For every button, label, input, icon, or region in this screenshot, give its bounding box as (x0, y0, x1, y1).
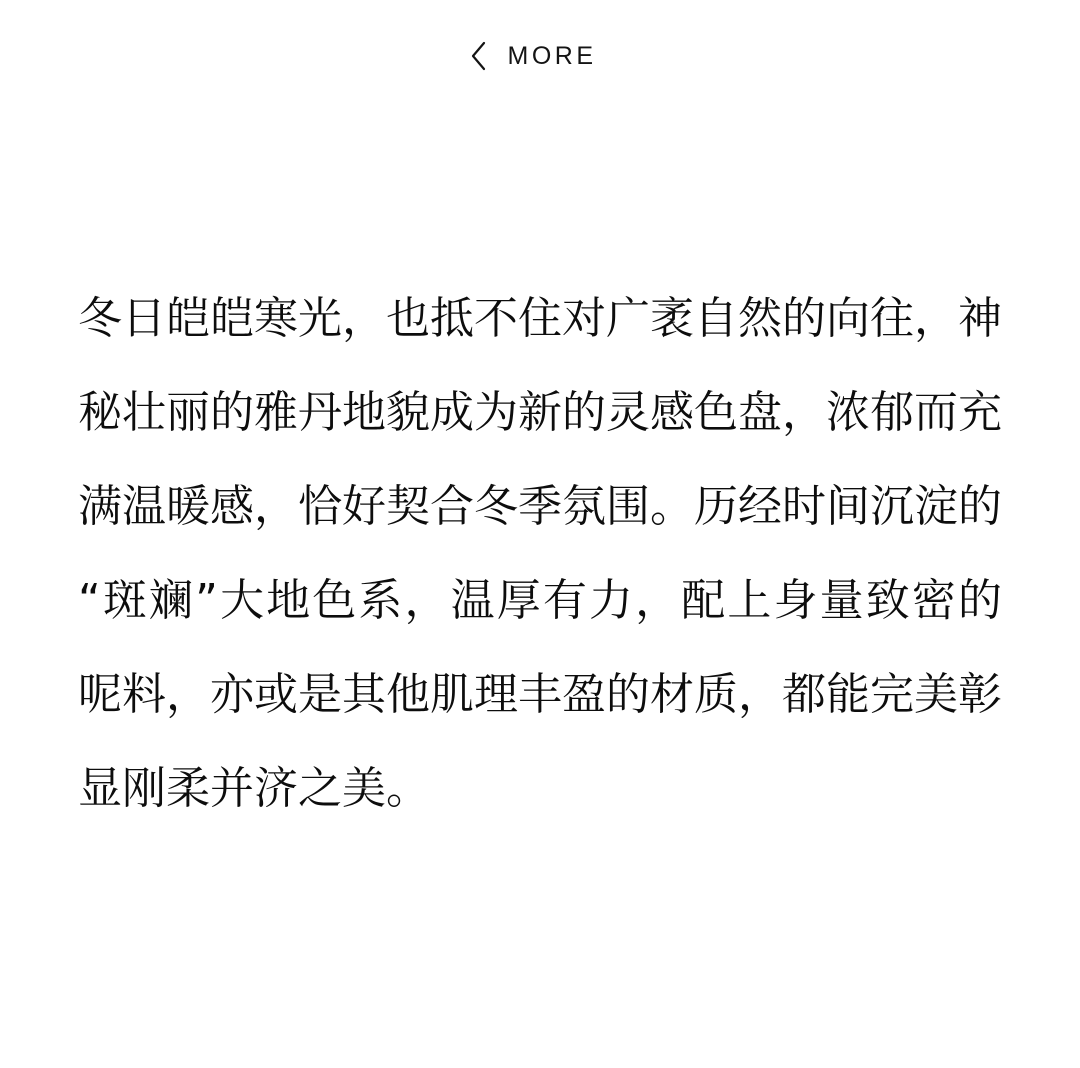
page-header (0, 0, 1080, 112)
article-content (0, 112, 1080, 836)
header-inner (468, 39, 597, 73)
article-paragraph: 冬日皑皑寒光，也抵不住对广袤自然的向往，神秘壮丽的雅丹地貌成为新的灵感色盘，浓郁而充满温暖感，恰好契合冬季氛围。历经时间沉淀的“斑斓”大地色系，温厚有力，配上身量致密的呢料，亦或是其他肌理丰盈的材质，都能完美彰显刚柔并济之美。 (78, 293, 1002, 814)
chevron-left-icon[interactable] (468, 39, 490, 73)
page-title: MORE (507, 41, 597, 70)
